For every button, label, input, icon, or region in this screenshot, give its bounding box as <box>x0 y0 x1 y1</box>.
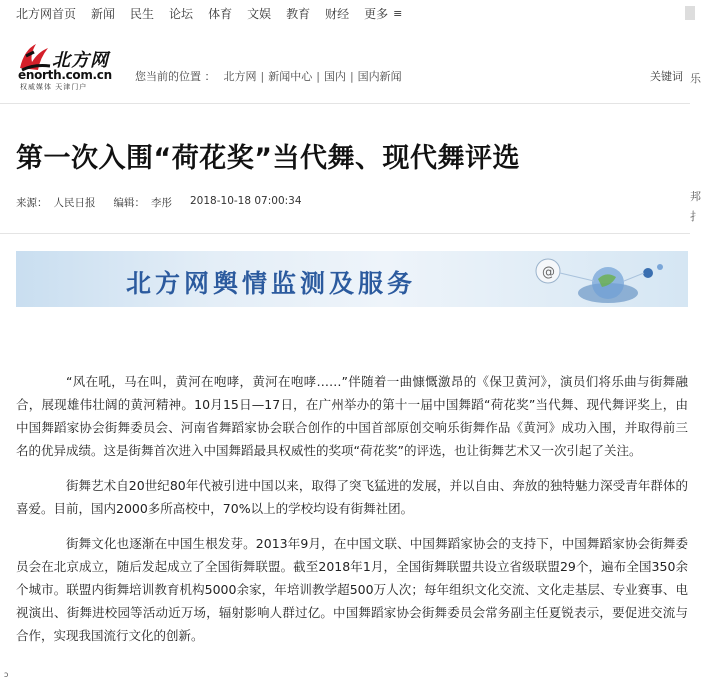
nav-more[interactable]: 更多 <box>364 6 389 21</box>
nav-home[interactable]: 北方网首页 <box>16 6 77 21</box>
breadcrumb-item-domestic-news[interactable]: 国内新闻 <box>357 70 402 83</box>
site-logo[interactable] <box>16 40 126 91</box>
page-edge-mark: ↄ <box>4 670 9 679</box>
breadcrumb-item-home[interactable]: 北方网 <box>223 70 257 83</box>
article-paragraph: “风在吼，马在叫，黄河在咆哮，黄河在咆哮……”伴随着一曲慷慨激昂的《保卫黄河》，演员们将乐曲与街舞融合，展现雄伟壮阔的黄河精神。10月15日—17日，在广州举办的第十一届中国舞蹈“荷花奖”当代舞、现代舞评奖上，由中国舞蹈家协会街舞委员会、河南省舞蹈家协会联合创作的中国首部原创交响乐街舞作品《黄河》成功入围，并取得前三名的优异成绩。这是街舞首次进入中国舞蹈最具权威性的奖项“荷花奖”的评选，也让街舞艺术又一次引起了关注。 <box>16 374 688 458</box>
divider <box>0 233 690 234</box>
source-label: 来源： <box>16 197 48 209</box>
nav-finance[interactable]: 财经 <box>325 6 350 21</box>
site-header <box>0 34 701 92</box>
nav-entertainment[interactable]: 文娱 <box>247 6 272 21</box>
breadcrumb-separator: | <box>316 69 320 83</box>
article-body <box>16 370 688 647</box>
banner-title: 北方网舆情监测及服务 <box>126 269 417 298</box>
breadcrumb-separator: | <box>260 69 265 83</box>
nav-news[interactable]: 新闻 <box>91 6 116 21</box>
keywords-link[interactable]: 关键词 <box>650 70 683 83</box>
globe-network-icon <box>488 251 688 307</box>
ad-banner[interactable] <box>16 251 688 307</box>
edge-fragment: 乐 <box>690 72 701 85</box>
article-paragraph: 街舞艺术自20世纪80年代被引进中国以来，取得了突飞猛进的发展，并以自由、奔放的独特魅力深受青年群体的喜爱。目前，国内2000多所高校中，70%以上的学校均设有街舞社团。 <box>16 478 688 516</box>
article-title: 第一次入围“荷花奖”当代舞、现代舞评选 <box>16 143 520 174</box>
breadcrumb-item-news-center[interactable]: 新闻中心 <box>268 70 313 83</box>
menu-icon[interactable]: ≡ <box>393 6 403 20</box>
source-value: 人民日报 <box>53 197 96 209</box>
nav-education[interactable]: 教育 <box>286 6 311 21</box>
nav-sports[interactable]: 体育 <box>208 6 233 21</box>
scroll-marker <box>685 6 695 20</box>
logo-domain: enorth.com.cn <box>18 68 112 82</box>
breadcrumb-item-domestic[interactable]: 国内 <box>323 70 346 83</box>
article-paragraph: 街舞文化也逐渐在中国生根发芽。2013年9月，在中国文联、中国舞蹈家协会的支持下，中国舞蹈家协会街舞委员会在北京成立，随后发起成立了全国街舞联盟。截至2018年1月，全国街舞联盟共设立省级联盟29个，遍布全国350余个城市。联盟内街舞培训教育机构5000余家，年培训教学超500万人次；每年组织文化交流、文化走基层、专业赛事、电视演出、街舞进校园等活动近万场，辐射影响人群过亿。中国舞蹈家协会街舞委员会常务副主任夏锐表示，要促进交流与合作，实现我国流行文化的创新。 <box>16 536 688 643</box>
breadcrumb-separator: | <box>349 69 354 83</box>
nav-livelihood[interactable]: 民生 <box>130 6 155 21</box>
breadcrumb <box>135 68 402 84</box>
edge-fragment: 扌 <box>690 210 701 223</box>
breadcrumb-prefix: 您当前的位置 ： <box>135 70 216 83</box>
logo-slogan: 权威媒体 天津门户 <box>20 83 88 91</box>
editor-label: 编辑： <box>113 197 145 209</box>
logo-chinese-name: 北方网 <box>52 50 109 71</box>
divider <box>0 103 690 104</box>
article-meta <box>16 195 308 210</box>
svg-text:@: @ <box>542 265 555 280</box>
top-navigation <box>0 0 701 26</box>
editor-value: 李彤 <box>151 197 172 209</box>
publish-datetime: 2018-10-18 07:00:34 <box>190 195 302 207</box>
edge-fragment: 邦 <box>690 190 701 203</box>
nav-forum[interactable]: 论坛 <box>169 6 194 21</box>
